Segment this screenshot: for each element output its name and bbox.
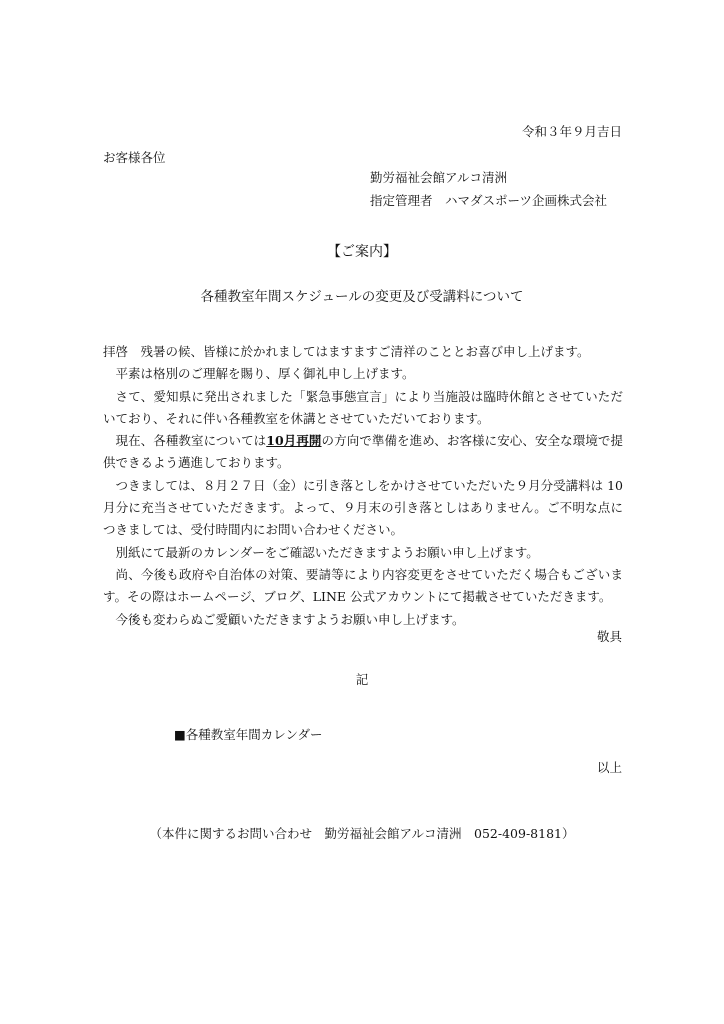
greeting-paragraph: 拝啓 残暑の候、皆様に於かれましてはますますご清祥のこととお喜び申し上げます。 xyxy=(103,344,590,359)
document-date: 令和３年９月吉日 xyxy=(521,124,622,139)
subject-line: 各種教室年間スケジュールの変更及び受講料について xyxy=(200,289,524,305)
addressee: お客様各位 xyxy=(103,150,166,165)
calendar-item: ■各種教室年間カレンダー xyxy=(174,727,323,742)
reopening-highlight: 10月再開 xyxy=(266,433,322,449)
reopening-text-after: の方向で準備を進め、お客様に安心、安全な環境で提供できるよう邁進しております。 xyxy=(103,433,623,471)
notice-paragraph: 尚、今後も政府や自治体の対策、要請等により内容変更をさせていただく場合もございます。その際はホームページ、ブログ、LINE 公式アカウントにて掲載させていただきます。 xyxy=(103,566,623,605)
reopening-paragraph xyxy=(103,430,623,475)
notice-title: 【ご案内】 xyxy=(327,244,397,260)
closure-paragraph: さて、愛知県に発出されました「緊急事態宣言」により当施設は臨時休館とさせていただいており、それに伴い各種教室を休講とさせていただいております。 xyxy=(103,388,623,426)
sender-manager: 指定管理者 ハマダスポーツ企画株式会社 xyxy=(370,193,608,208)
letter-body xyxy=(103,341,623,631)
closing-paragraph: 今後も変わらぬご愛顧いただきますようお願い申し上げます。 xyxy=(115,611,465,627)
ki-heading: 記 xyxy=(355,672,369,687)
sender-organization: 勤労福祉会館アルコ清洲 xyxy=(370,170,508,185)
ijou-closing: 以上 xyxy=(596,760,622,775)
calendar-paragraph: 別紙にて最新のカレンダーをご確認いただきますようお願い申し上げます。 xyxy=(115,544,539,560)
reopening-text-before: 現在、各種教室については xyxy=(115,433,267,449)
closing-keigu: 敬具 xyxy=(596,629,622,644)
thanks-paragraph: 平素は格別のご理解を賜り、厚く御礼申し上げます。 xyxy=(115,366,415,382)
fee-paragraph: つきましては、８月２７日（金）に引き落としをかけさせていただいた９月分受講料は 10月分に充当させていただきます。よって、９月末の引き落としはありません。ご不明な点につきましては、受付時間内にお問い合わせください。 xyxy=(103,477,623,538)
contact-info: （本件に関するお問い合わせ 勤労福祉会館アルコ清洲 052-409-8181） xyxy=(149,826,575,841)
